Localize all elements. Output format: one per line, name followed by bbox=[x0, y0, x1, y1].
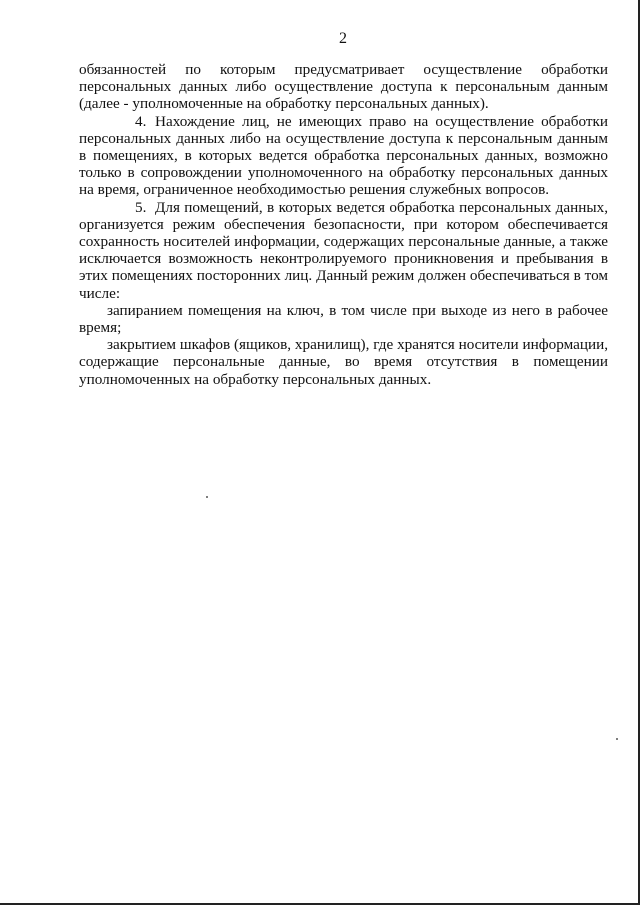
paragraph-text: Для помещений, в которых ведется обработка персональных данных, организуется режим обеспечения безопасности, при котором обеспечивается сохранность носителей информации, содержащих персональные данные, а также исключается возможность неконтролируемого проникновения и пребывания в этих помещениях посторонних лиц. Данный режим должен обеспечиваться в том числе: bbox=[79, 198, 608, 302]
paragraph-number: 4. bbox=[135, 112, 147, 130]
paragraph-continuation: обязанностей по которым предусматривает осуществление обработки персональных данных либо осуществление доступа к персональным данным (далее - уполномоченные на обработку персональных данных). bbox=[79, 61, 608, 113]
page-number: 2 bbox=[339, 30, 347, 47]
paragraph-number: 5. bbox=[135, 198, 147, 216]
paragraph-4 bbox=[79, 113, 608, 199]
paragraph-5 bbox=[79, 199, 608, 302]
list-item-lock-room: запиранием помещения на ключ, в том числе при выходе из него в рабочее время; bbox=[79, 301, 608, 337]
scan-speck bbox=[616, 738, 618, 740]
paragraph-text: Нахождение лиц, не имеющих право на осуществление обработки персональных данных либо на осуществление доступа к персональным данным в помещениях, в которых ведется обработка персональных данных, возможно только в сопровождении уполномоченного на обработку персональных данных на время, ограниченное необходимостью решения служебных вопросов. bbox=[79, 112, 608, 199]
scan-speck bbox=[206, 496, 208, 498]
document-body bbox=[79, 61, 608, 388]
list-item-close-cabinets: закрытием шкафов (ящиков, хранилищ), где хранятся носители информации, содержащие персональные данные, во время отсутствия в помещении уполномоченных на обработку персональных данных. bbox=[79, 336, 608, 388]
